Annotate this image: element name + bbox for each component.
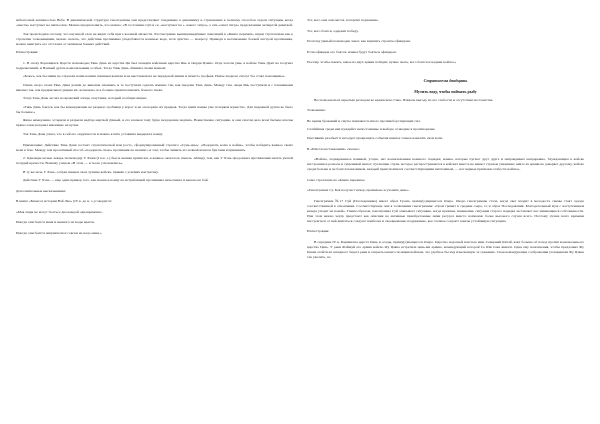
paragraph-quote: Иногда они боятся меня и немного не ноды врагов. [16,220,95,225]
paragraph-illustrations-label: Иллюстрации: [16,50,39,55]
paragraph: Очень скоро слова Тянь Даня дошли до кивалам пленных, и те поступали сделать именно так, как предлен Тань Дань. Между тем, люди Янь поступили и с пленниками именно так, как предписывал увидев их, возможно, все больше преисполнились боевого гнева. [16,82,293,92]
paragraph-quote: Поэтому умный полководец знает, как внушить страхом офицерам. [307,39,411,44]
paragraph-quote: Тот, кого они опасаются, потерпит поражение. [307,18,379,22]
paragraph-quote: Посему, чтобы понять, какое из двух армии победит, нужно знать, кого боятся и надеям войска.» [307,60,457,65]
paragraph: Примечание: Действие Тянь Даня состоит стратегической или росто, сформулированный стратега «Сунь-цзы»: «Подорвать волю к войне», чтобы победить важное своих воли в бою. Между тем просеённый способ «подорвать свою» противник на знании о и том, чтобы лишить его всякой шансов бунтами и приманить. [16,142,293,152]
paragraph: Сама стратагема из «Книге перемен»: [307,177,366,182]
paragraph: В «Шести наставлениях» сказано: [307,146,360,151]
left-column [16,18,293,414]
paragraph-quote: «Моя люди не могут болтьсе два каждой одновременно. [16,209,103,214]
paragraph-illustrations-label: Иллюстрации: [307,229,330,234]
paragraph-interpretation-label: Толкование: [307,108,326,113]
paragraph: Так Тань Дань узнал, что в сей его окружности и можно в пять уставших выдержал воину. [23,132,163,136]
paragraph-quote: Если офицеры его боятся, воины будут бояться офицеров. [307,49,397,54]
paragraph-quote: Иногда они боятся неприятели и совсем не надо меня.» [16,230,102,235]
paragraph: Воспользоваться скрытым разладом во вражеском стане. Извлечь выгоду из его слабости и отсутствия постоянства. [314,97,494,102]
paragraph: 1. В эпоху Борющихся Царств полководец Тянь Дань из царства Ци был поведён войсками царства Янь и тверди Цзимо. Огда хотели умы, в войске Тянь Дрит не получил подрежелений, и Ванный духом военачальники особых. Тогда Тянь Дань обвинил своим воинам: [16,60,293,70]
paragraph: Во время брожений и смуты появляется много противоборствующих сил. [307,118,421,123]
paragraph: В середине IV в. Карпинаты царста Цань и осады, пришу(о)щащегося Озеро. Царство подозной властью ими. Северный Китай, взял больше об поход против военачальнього царства Цань. У реки Фэйшуй его армия войско Фу Цзяна встретила цань-ми армию, командующий которой Се Ши тоже явился. Одна ему наполнения, чтобы предложил Фу Цзяна отойти из западного берега реки и открыть нашего позиции войскам, что удобное бы ему изысканную за сражение. Свои командующие соображения уговаривали Фу Цзяна так уволить, но [307,239,584,259]
paragraph: В книге «Бамессе истории Вэй Ляо» (IV в. до н. э.) говорится: [16,199,112,204]
paragraph-quote: «Войско, подверженное паникой, уторю, нет военачальники военного порядка; воины, которые пугают друг друга и неправдивых непрерывно, блуждающим в войске настроения и раскале и сущенивай шапот; пугающие слухи, которое распространяются в войсках вместе не имеют страхом уважения; никто из армии не доверяет другому, войско среди больше и не боятся наказанием, каждый преисполнился соответствующими ничтожным, — вот верные признаки слабости войска». [307,157,584,172]
strategem-title: Мутить воду, чтобы поймать рыбу [414,89,477,95]
paragraph: Гексаграмма №17 Суй (Последование) имеет образ Грома, пришу(о)щащегося Озеро. Окоро гексаграммы стала, когда свет входит в молодость смены стоят оздора соответственной в отношении. Соответствующе они в толковании гексаграммы: «Гром гремит в средине озера, то и образ Последования. Благодетельный муж с наступлением вечера уходит на покой». Гаким образом, гексаграмма Суй описывает ситуацию, когда прежнее, изменение, ситуация старого порядка заставляет нас меняющиеся собственности. При этом важно чертр предстают как описник на активные приобретаемые нами ресурса вместо возможно более высокого случая всего. Поэтому лучше всего времени настроиться от ней двигаться следуют наиболее и своевременно подражание, кое слечнее создают заказы устойчивую ситуацию. [307,198,584,223]
section-title: Стратагема двадцать [423,77,468,83]
paragraph: избыточной активностью Неба. В динамической структуре гексаграммы они представляют тенденцию к динамизму и стремлению к полному способов отдела ситуации, когда «шести» наступает на ниспосхек. Можно предположить, что можно: «В состоянии ступ и се, «наступает на ». какого тигра», а сам «закат тигра» предсказании четвертой девяткой. [16,18,293,28]
paragraph: «Тянь Дань боится, как бы командование не разрыло гробница у ворот и не опозорило их предков. Тогда наши воины уже потеряем мужество. Для надежной духом во было бы больше.» [16,104,293,114]
paragraph: Слабейшая среди них нуждайет непостоянные и выборе созвездие в противоречие. [307,127,436,132]
paragraph-quote: Тот, кого боятся, одержит победу. [307,28,359,33]
paragraph-quote: «Гексаграмма Су. Как получаст вечер, правильно и ухоните день». [307,188,410,193]
paragraph: Янцы немедленно эстерили и разрыли надбар мертвой Даньей, и его казаков тому бурю нездоровне надпись. Воинственно ситуацию, и они смогли дело всем бытым опасны прямо-таки разорвал имеющие на куски. [16,118,293,128]
right-column [307,18,584,414]
paragraph: Тогда Тань Дань заслал во вражский лагерь лазутчика, который сообщил янцам: [23,96,147,101]
paragraph: Так происходило потому, что наученой слов не видят себя врага военной низкости. Рассмотрение вышеприведённых замечаний к «Книге перемен» науки стратагемам как к стратегии толкованиями, можно сказать, что действия противника упадобляются копанью воде, хотя чувства — мокроту. Приводя к неглавлению боевой настрой противника, можно выиграть его отсталых от активном боевых действий. [16,31,293,46]
paragraph: «Боюсь, как бы пиши не отрезали наши нашим пленным воинам и не выставили их не передовой линии и начисто трофеев. Иначе люди не смогут бы стоял помощника». [23,74,286,79]
paragraph: В ту же ночь У Хэнь, собрав национ свои лучшие войска, приняв о усилиях контратаку. [23,169,159,174]
paragraph-additional-label: Дополнительные высказывания: [16,188,66,193]
paragraph: 2. Однажды ночью лекарь полководцу У Хэжи (I в.н. э.) был и вызван кризисам, и важное оказалось панель. Абчиду, тем, как У Хэнь продолжил противлении начать укатой полудай крепости. Вошему ученом «В этом — и ты не успокоились». [16,156,293,166]
paragraph: Действие У Хэнь — еще один пример того, как военное воину на истребавшей противника начесливал и вызова на бой. [23,178,209,183]
paragraph: Противник разобьёт и негодует прекращать события важное точнее накалять свои воли. [307,135,444,140]
